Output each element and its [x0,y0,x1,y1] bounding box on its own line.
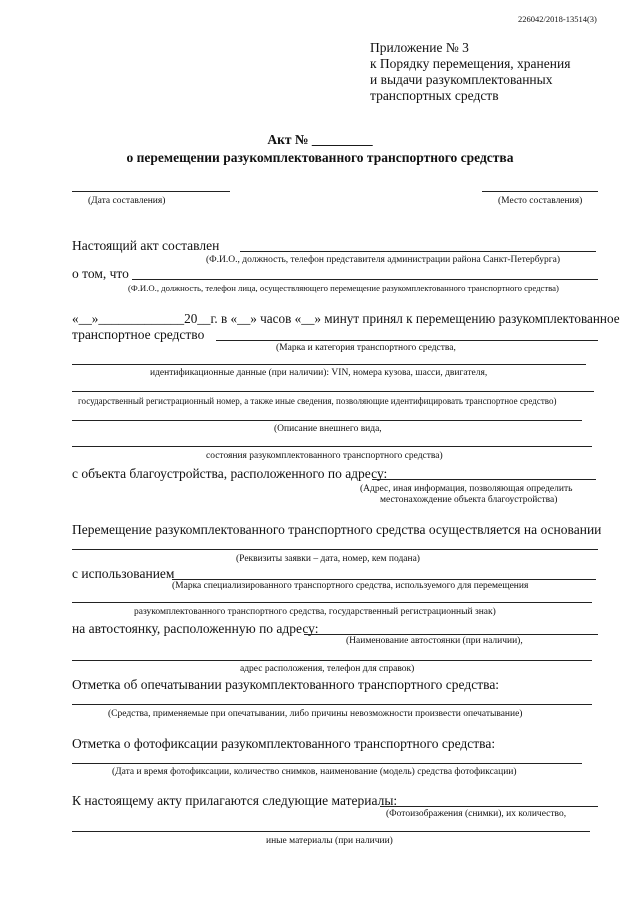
using-caption-2: разукомплектованного транспортного средства, государственный регистрационный знак) [134,607,496,617]
basis-caption: (Реквизиты заявки – дата, номер, кем подана) [236,554,420,564]
act-subject: о перемещении разукомплектованного транспортного средства [126,150,514,165]
using-line-2 [72,602,592,603]
date-caption: (Дата составления) [88,196,166,206]
vehicle-caption-2: идентификационные данные (при наличии): VIN, номера кузова, шасси, двигателя, [150,368,488,378]
parking-line [304,634,598,635]
attachments-label: К настоящему акту прилагаются следующие материалы: [72,793,398,808]
attachments-caption-2: иные материалы (при наличии) [266,836,393,846]
place-caption: (Место составления) [498,196,583,206]
act-title: Акт № _________ [267,132,373,147]
using-line [172,579,596,580]
from-object-caption-1: (Адрес, иная информация, позволяющая определить [360,484,573,494]
vehicle-reg-line [72,391,594,392]
document-number: 226042/2018-13514(3) [518,14,597,24]
date-line [72,191,230,192]
about-that-label: о том, что [72,266,129,281]
compiled-by-line [240,251,596,252]
photo-label: Отметка о фотофиксации разукомплектованного транспортного средства: [72,736,496,751]
attachments-line-2 [72,831,590,832]
from-object-caption-2: местонахождение объекта благоустройства) [380,495,558,505]
vehicle-id-line [72,364,586,365]
appearance-caption-2: состояния разукомплектованного транспортного средства) [206,451,443,461]
appearance-caption-1: (Описание внешнего вида, [274,424,382,434]
place-line [482,191,598,192]
appendix-line-1: Приложение № 3 [370,40,469,55]
appearance-line-1 [72,420,582,421]
appendix-line-3: и выдачи разукомплектованных [370,72,553,87]
basis-line [72,549,598,550]
parking-label: на автостоянку, расположенную по адресу: [72,621,319,636]
about-that-line [132,279,598,280]
vehicle-caption-3: государственный регистрационный номер, а также иные сведения, позволяющие идентифицировать транспортное средство) [78,396,557,406]
time-line: «__»_____________20__г. в «__» часов «__» минут принял к перемещению разукомплектованное [72,311,620,326]
appearance-line-2 [72,446,592,447]
appendix-line-4: транспортных средств [370,88,499,103]
parking-line-2 [72,660,592,661]
parking-caption-1: (Наименование автостоянки (при наличии), [346,636,523,646]
vehicle-line [216,340,598,341]
vehicle-label: транспортное средство [72,327,205,342]
using-caption-1: (Марка специализированного транспортного средства, используемого для перемещения [172,581,529,591]
photo-line [72,763,582,764]
about-that-caption: (Ф.И.О., должность, телефон лица, осуществляющего перемещение разукомплектованного транспортного средства) [128,283,559,293]
compiled-by-caption: (Ф.И.О., должность, телефон представителя администрации района Санкт-Петербурга) [206,255,560,265]
compiled-by-label: Настоящий акт составлен [72,238,220,253]
sealing-label: Отметка об опечатывании разукомплектованного транспортного средства: [72,677,500,692]
using-label: с использованием [72,566,175,581]
basis-label: Перемещение разукомплектованного транспортного средства осуществляется на основании [72,522,602,537]
vehicle-caption-1: (Марка и категория транспортного средства, [276,343,456,353]
parking-caption-2: адрес расположения, телефон для справок) [240,664,415,674]
from-object-label: с объекта благоустройства, расположенного по адресу: [72,466,388,481]
sealing-caption: (Средства, применяемые при опечатывании, либо причины невозможности произвести опечатывание) [108,709,523,719]
photo-caption: (Дата и время фотофиксации, количество снимков, наименование (модель) средства фотофиксации) [112,767,517,777]
appendix-line-2: к Порядку перемещения, хранения [370,56,571,71]
attachments-caption-1: (Фотоизображения (снимки), их количество, [386,809,567,819]
sealing-line [72,704,592,705]
from-object-line [372,479,596,480]
attachments-line [380,806,598,807]
